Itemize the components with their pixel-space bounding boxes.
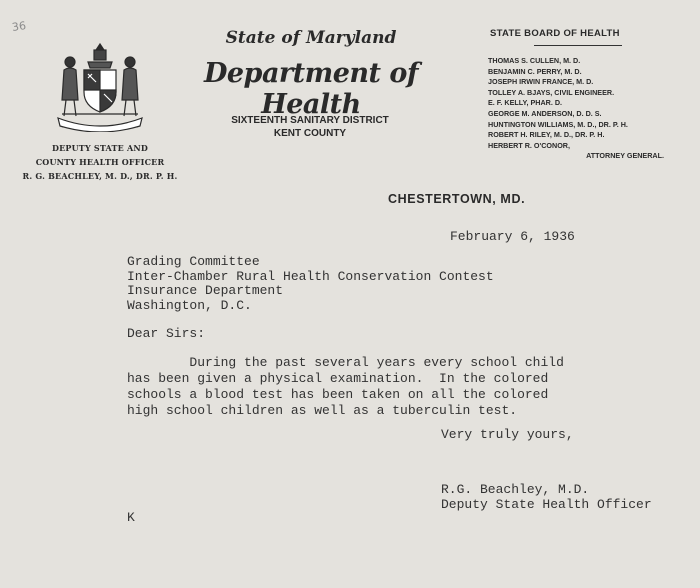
board-divider	[534, 45, 622, 46]
officer-line-2: COUNTY HEALTH OFFICER	[35, 157, 165, 167]
address-line: Insurance Department	[127, 283, 284, 298]
board-member: HERBERT R. O'CONOR,	[488, 140, 570, 150]
officer-line-3: R. G. BEACHLEY, M. D., DR. P. H.	[22, 171, 178, 181]
closing: Very truly yours,	[441, 427, 574, 442]
board-member: E. F. KELLY, PHAR. D.	[488, 98, 563, 108]
address-line: Inter-Chamber Rural Health Conservation Contest	[127, 268, 494, 284]
body-line: schools a blood test has been taken on all the colored	[127, 387, 549, 402]
board-member: TOLLEY A. BJAYS, CIVIL ENGINEER.	[488, 87, 615, 97]
board-member: GEORGE M. ANDERSON, D. D. S.	[488, 108, 602, 118]
recipient-address	[127, 255, 494, 313]
board-member: HUNTINGTON WILLIAMS, M. D., DR. P. H.	[488, 119, 628, 129]
county-name: KENT COUNTY	[273, 128, 347, 139]
board-members-list	[488, 56, 678, 162]
address-line: Washington, D.C.	[127, 297, 252, 313]
pencil-page-number: 36	[11, 19, 27, 34]
district-block	[210, 114, 410, 140]
board-member: BENJAMIN C. PERRY, M. D.	[488, 66, 582, 76]
salutation: Dear Sirs:	[127, 326, 206, 341]
state-heading: State of Maryland	[225, 28, 397, 48]
deputy-officer-block	[20, 141, 180, 183]
signature-block	[441, 483, 652, 512]
district-name: SIXTEENTH SANITARY DISTRICT	[231, 115, 389, 126]
department-heading: Department of Health	[203, 58, 419, 120]
board-member: JOSEPH IRWIN FRANCE, M. D.	[488, 77, 594, 87]
body-line: During the past several years every school child	[127, 355, 564, 370]
typist-initial: K	[127, 510, 135, 525]
signer-name: R.G. Beachley, M.D.	[441, 482, 590, 497]
body-line: high school children as well as a tuberculin test.	[127, 403, 518, 418]
city-line: CHESTERTOWN, MD.	[388, 192, 526, 206]
board-member: ROBERT H. RILEY, M. D., DR. P. H.	[488, 130, 605, 140]
board-member: THOMAS S. CULLEN, M. D.	[488, 56, 581, 65]
board-title: STATE BOARD OF HEALTH	[490, 28, 620, 39]
address-line: Grading Committee	[127, 254, 260, 269]
maryland-seal-icon	[52, 40, 148, 132]
attorney-general-label: ATTORNEY GENERAL.	[586, 151, 664, 161]
letter-body	[127, 355, 564, 419]
signer-title: Deputy State Health Officer	[441, 496, 652, 512]
officer-line-1: DEPUTY STATE AND	[51, 143, 149, 153]
body-line: has been given a physical examination. In the colored	[127, 371, 549, 386]
letter-date: February 6, 1936	[450, 229, 575, 244]
